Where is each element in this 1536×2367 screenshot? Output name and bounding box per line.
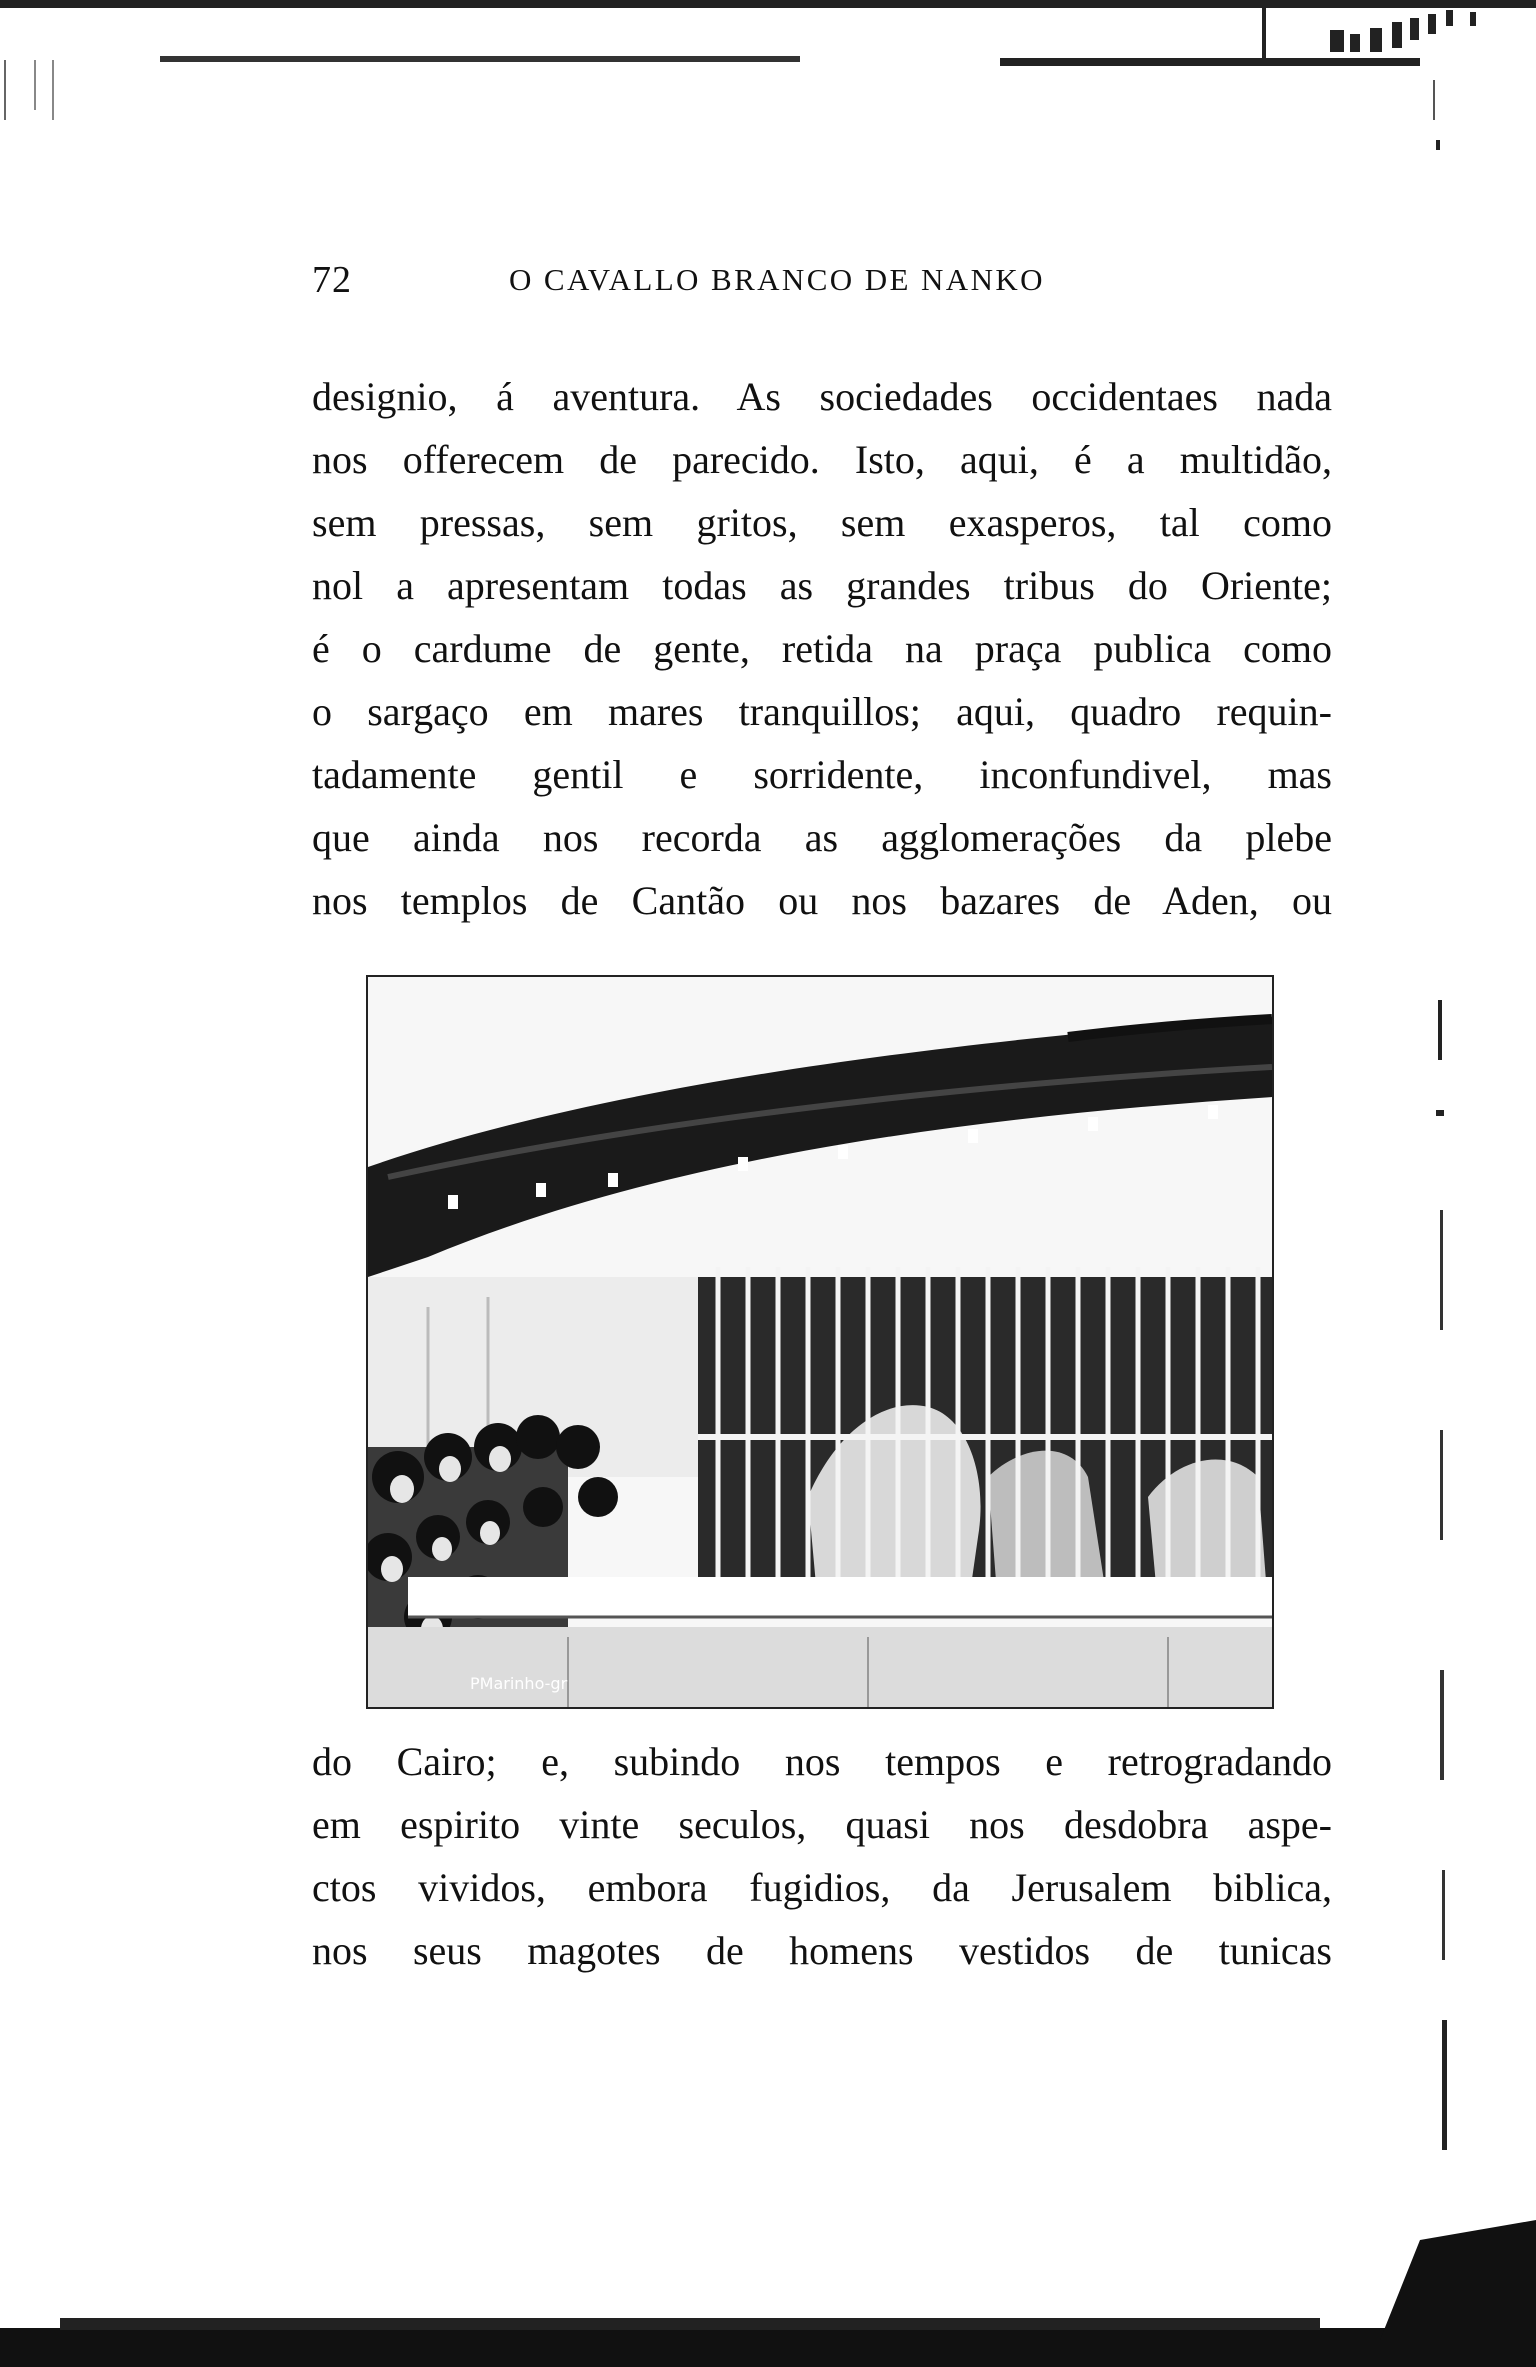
text-line: em espirito vinte seculos, quasi nos desdobra aspe- (312, 1802, 1332, 1847)
text-line: do Cairo; e, subindo nos tempos e retrogradando (312, 1739, 1332, 1784)
text-line: o sargaço em mares tranquillos; aqui, quadro requin- (312, 689, 1332, 734)
engraver-signature: PMarinho-gr (470, 1674, 568, 1693)
text-line: nos templos de Cantão ou nos bazares de Aden, ou (312, 878, 1332, 923)
scan-edge-bottom (0, 2200, 1536, 2367)
text-line: nos offerecem de parecido. Isto, aqui, é a multidão, (312, 437, 1332, 482)
body-text-top (312, 365, 1332, 932)
page-number: 72 (312, 259, 352, 301)
text-line: nol a apresentam todas as grandes tribus do Oriente; (312, 563, 1332, 608)
scan-edge-right (1380, 80, 1536, 2230)
running-header (312, 258, 1332, 302)
text-line: sem pressas, sem gritos, sem exasperos, tal como (312, 500, 1332, 545)
text-line: que ainda nos recorda as agglomerações da plebe (312, 815, 1332, 860)
illustration-photo (366, 975, 1274, 1709)
text-line: designio, á aventura. As sociedades occidentaes nada (312, 374, 1332, 419)
running-title: O CAVALLO BRANCO DE NANKO (509, 262, 1045, 297)
body-text-bottom (312, 1730, 1332, 1982)
text-line: nos seus magotes de homens vestidos de tunicas (312, 1928, 1332, 1973)
text-line: é o cardume de gente, retida na praça publica como (312, 626, 1332, 671)
text-line: tadamente gentil e sorridente, inconfundivel, mas (312, 752, 1332, 797)
text-line: ctos vividos, embora fugidios, da Jerusalem biblica, (312, 1865, 1332, 1910)
scan-edge-top (0, 0, 1536, 120)
crowd-temple-picture (368, 977, 1272, 1707)
